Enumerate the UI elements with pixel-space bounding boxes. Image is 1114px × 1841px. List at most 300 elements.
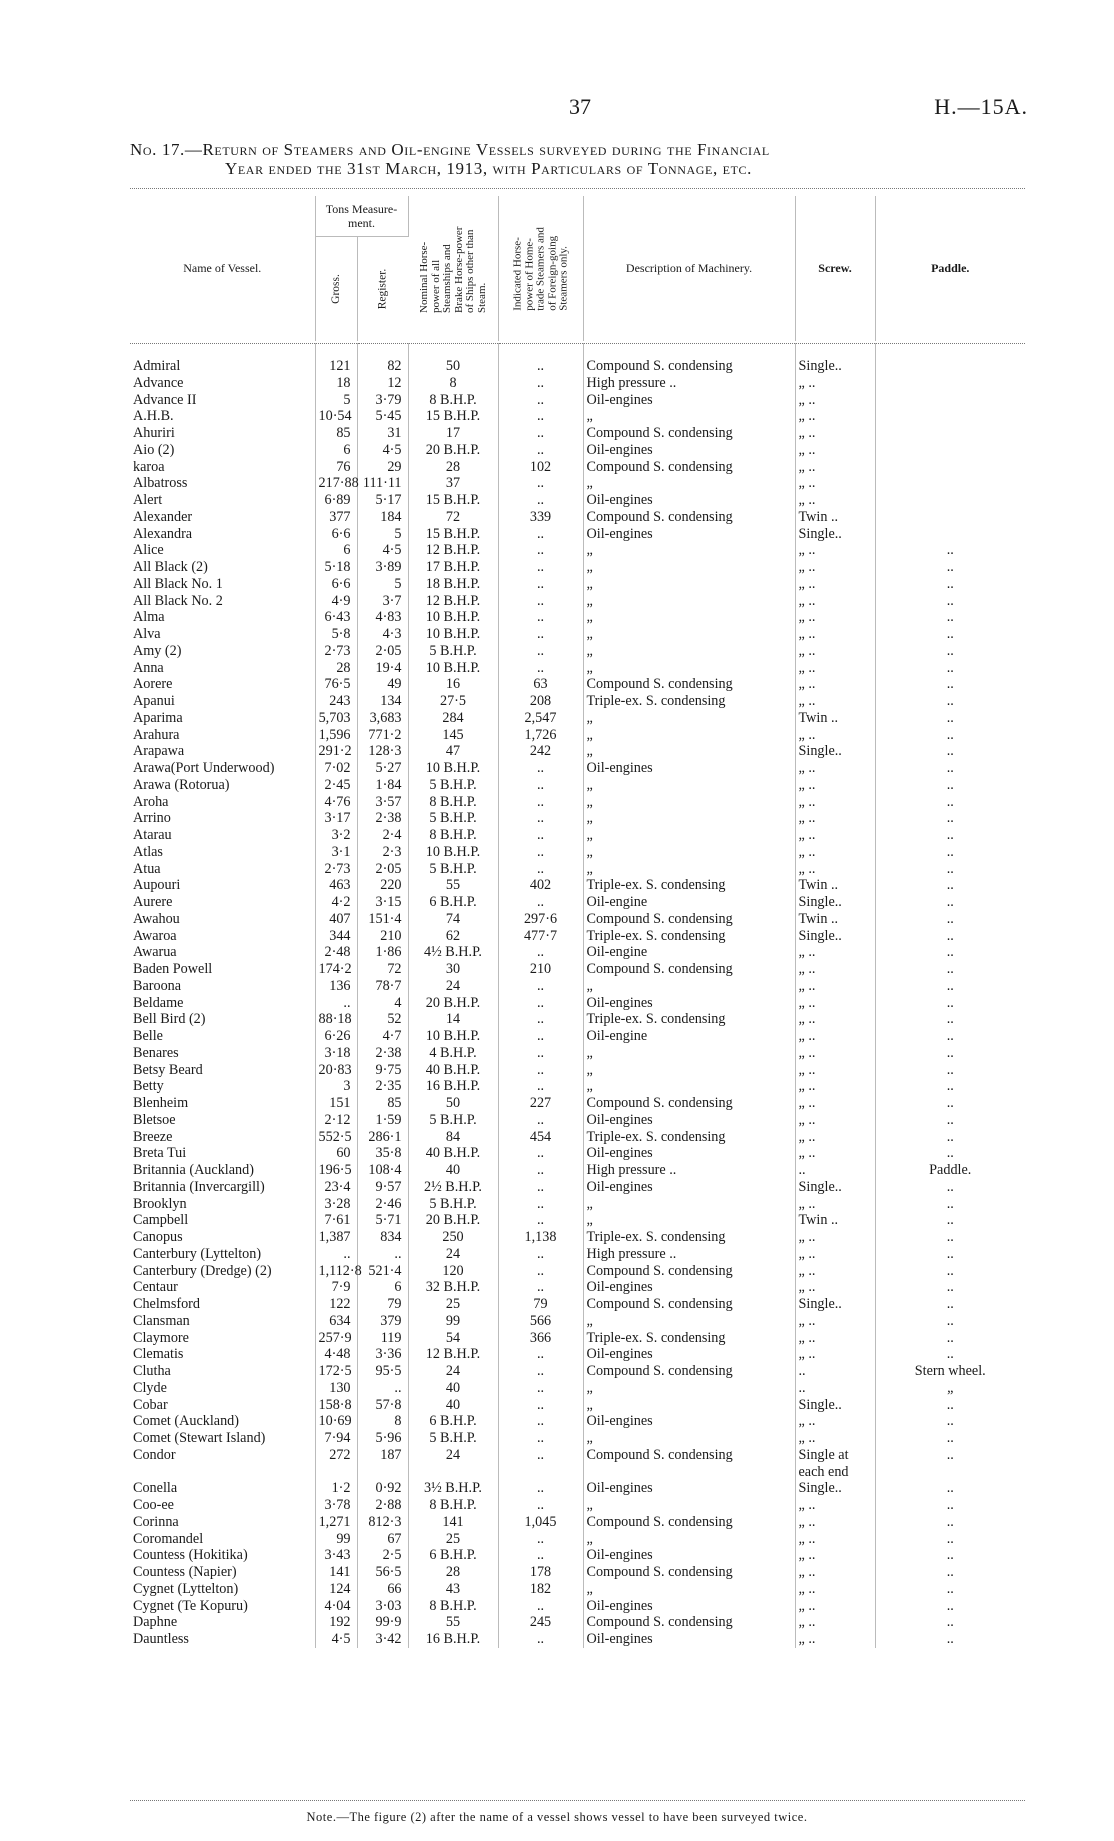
table-row [130, 559, 1025, 576]
nominal-hp: 5 B.H.P. [408, 1112, 498, 1129]
nominal-hp: 2½ B.H.P. [408, 1179, 498, 1196]
nominal-hp: 16 B.H.P. [408, 1078, 498, 1095]
screw: .. [795, 1380, 875, 1397]
paddle: .. [946, 1597, 954, 1614]
indicated-hp: 79 [498, 1296, 583, 1313]
register-tons: 5·71 [357, 1212, 408, 1229]
indicated-hp: .. [498, 995, 583, 1012]
header-paddle: Paddle. [931, 261, 970, 275]
table-row [130, 1296, 1025, 1313]
screw: „ .. [795, 475, 875, 492]
indicated-hp: 454 [498, 1129, 583, 1146]
indicated-hp: 227 [498, 1095, 583, 1112]
register-tons: 66 [357, 1581, 408, 1598]
screw: „ .. [795, 794, 875, 811]
indicated-hp: .. [498, 1028, 583, 1045]
table-row [130, 576, 1025, 593]
indicated-hp: .. [498, 392, 583, 409]
nominal-hp: 5 B.H.P. [408, 861, 498, 878]
register-tons: 9·57 [357, 1179, 408, 1196]
indicated-hp: 297·6 [498, 911, 583, 928]
nominal-hp: 5 B.H.P. [408, 777, 498, 794]
vessels-table [130, 196, 1025, 1648]
nominal-hp: 54 [408, 1330, 498, 1347]
table-row [130, 1129, 1025, 1146]
nominal-hp: 4½ B.H.P. [408, 944, 498, 961]
vessel-name: All Black (2) [130, 559, 315, 576]
machinery: „ [583, 727, 795, 744]
paddle: .. [946, 693, 954, 709]
vessel-name: Baroona [130, 978, 315, 995]
vessel-name: Amy (2) [130, 643, 315, 660]
paddle: .. [946, 810, 954, 827]
machinery: Oil-engines [583, 1598, 795, 1615]
gross-tons: 6·26 [315, 1028, 357, 1045]
paddle: .. [946, 944, 954, 961]
screw: .. [795, 1162, 875, 1179]
table-row [130, 911, 1025, 928]
screw: Twin .. [795, 509, 875, 526]
vessel-name: Chelmsford [130, 1296, 315, 1313]
paddle: .. [946, 1631, 954, 1647]
vessel-name: Alma [130, 609, 315, 626]
paddle: .. [946, 1229, 954, 1245]
header-gross-text: Gross. [330, 274, 342, 304]
gross-tons: 151 [315, 1095, 357, 1112]
table-row [130, 1430, 1025, 1447]
gross-tons: 192 [315, 1614, 357, 1631]
machinery: Compound S. condensing [583, 1614, 795, 1631]
register-tons: 4·7 [357, 1028, 408, 1045]
vessel-name: Cygnet (Te Kopuru) [130, 1598, 315, 1615]
screw: „ .. [795, 1547, 875, 1564]
machinery: „ [583, 542, 795, 559]
screw: „ .. [795, 693, 875, 710]
gross-tons: 257·9 [315, 1330, 357, 1347]
machinery: „ [583, 1062, 795, 1079]
table-row [130, 1045, 1025, 1062]
machinery: „ [583, 1531, 795, 1548]
vessel-name: Alice [130, 542, 315, 559]
table-row [130, 1330, 1025, 1347]
paddle: .. [946, 575, 954, 592]
machinery: Oil-engines [583, 1145, 795, 1162]
register-tons: .. [357, 1246, 408, 1263]
register-tons: 3·57 [357, 794, 408, 811]
paddle: .. [946, 793, 954, 810]
screw: „ .. [795, 1045, 875, 1062]
machinery: High pressure .. [583, 1246, 795, 1263]
gross-tons: 4·5 [315, 1631, 357, 1648]
indicated-hp: 1,138 [498, 1229, 583, 1246]
table-row [130, 1179, 1025, 1196]
gross-tons: 552·5 [315, 1129, 357, 1146]
indicated-hp: 566 [498, 1313, 583, 1330]
screw: „ .. [795, 1011, 875, 1028]
nominal-hp: 20 B.H.P. [408, 995, 498, 1012]
register-tons: 210 [357, 928, 408, 945]
machinery: Oil-engines [583, 1631, 795, 1648]
paddle: .. [946, 1547, 954, 1564]
nominal-hp: 40 B.H.P. [408, 1062, 498, 1079]
table-row [130, 1413, 1025, 1430]
paddle: .. [946, 743, 954, 760]
table-row [130, 777, 1025, 794]
indicated-hp: .. [498, 944, 583, 961]
table-row [130, 1212, 1025, 1229]
paddle: .. [946, 1564, 954, 1580]
nominal-hp: 25 [408, 1296, 498, 1313]
table-row [130, 961, 1025, 978]
screw: „ .. [795, 844, 875, 861]
vessel-name: Breeze [130, 1129, 315, 1146]
vessel-name: Bletsoe [130, 1112, 315, 1129]
nominal-hp: 6 B.H.P. [408, 894, 498, 911]
paddle: .. [946, 1111, 954, 1128]
header-name: Name of Vessel. [130, 196, 315, 341]
nominal-hp: 17 B.H.P. [408, 559, 498, 576]
screw: „ .. [795, 995, 875, 1012]
nominal-hp: 47 [408, 743, 498, 760]
register-tons: 52 [357, 1011, 408, 1028]
table-row [130, 894, 1025, 911]
table-row [130, 1363, 1025, 1380]
header-gross [315, 237, 357, 342]
screw: „ .. [795, 1531, 875, 1548]
table-row [130, 1397, 1025, 1414]
indicated-hp: .. [498, 1598, 583, 1615]
register-tons: 8 [357, 1413, 408, 1430]
paddle: .. [946, 1480, 954, 1497]
register-tons: 31 [357, 425, 408, 442]
nominal-hp: 141 [408, 1514, 498, 1531]
table-row [130, 1229, 1025, 1246]
gross-tons [315, 1464, 357, 1481]
vessel-name: Betty [130, 1078, 315, 1095]
vessel-name: Awaroa [130, 928, 315, 945]
screw: each end [795, 1464, 875, 1481]
nominal-hp: 15 B.H.P. [408, 492, 498, 509]
nominal-hp: 24 [408, 1246, 498, 1263]
paddle: Paddle. [929, 1162, 972, 1178]
vessel-name: Coo-ee [130, 1497, 315, 1514]
indicated-hp: .. [498, 1045, 583, 1062]
vessel-name: Arrino [130, 810, 315, 827]
screw: „ .. [795, 1497, 875, 1514]
register-tons: 12 [357, 375, 408, 392]
paddle: .. [946, 609, 954, 626]
machinery: Oil-engines [583, 1547, 795, 1564]
screw: „ .. [795, 593, 875, 610]
table-row [130, 626, 1025, 643]
nominal-hp: 16 B.H.P. [408, 1631, 498, 1648]
table-row [130, 1598, 1025, 1615]
screw: „ .. [795, 777, 875, 794]
indicated-hp [498, 1464, 583, 1481]
indicated-hp: .. [498, 1246, 583, 1263]
machinery: „ [583, 743, 795, 760]
indicated-hp: 63 [498, 676, 583, 693]
paddle: .. [946, 1614, 954, 1631]
vessel-name: Canopus [130, 1229, 315, 1246]
machinery: „ [583, 1581, 795, 1598]
machinery: Oil-engines [583, 1112, 795, 1129]
machinery: Compound S. condensing [583, 344, 795, 375]
nominal-hp: 8 B.H.P. [408, 1497, 498, 1514]
indicated-hp: .. [498, 1430, 583, 1447]
gross-tons: 88·18 [315, 1011, 357, 1028]
gross-tons: 6 [315, 442, 357, 459]
indicated-hp: 477·7 [498, 928, 583, 945]
screw: Twin .. [795, 877, 875, 894]
table-title [130, 140, 1030, 178]
nominal-hp: 120 [408, 1263, 498, 1280]
register-tons: 119 [357, 1330, 408, 1347]
paddle: .. [946, 642, 954, 659]
table-row [130, 844, 1025, 861]
table-row [130, 442, 1025, 459]
machinery: Triple-ex. S. condensing [583, 928, 795, 945]
paddle: .. [946, 1312, 954, 1329]
gross-tons: 3·17 [315, 810, 357, 827]
gross-tons: 5,703 [315, 710, 357, 727]
vessel-name: Brooklyn [130, 1196, 315, 1213]
register-tons: 108·4 [357, 1162, 408, 1179]
gross-tons: 5 [315, 392, 357, 409]
gross-tons: 6·6 [315, 576, 357, 593]
vessel-name: Condor [130, 1447, 315, 1464]
register-tons: 2·4 [357, 827, 408, 844]
vessel-name: Apanui [130, 693, 315, 710]
top-rule [130, 188, 1025, 189]
vessel-name: Awahou [130, 911, 315, 928]
screw: „ .. [795, 1246, 875, 1263]
gross-tons: 2·12 [315, 1112, 357, 1129]
nominal-hp: 99 [408, 1313, 498, 1330]
table-row [130, 1464, 1025, 1481]
gross-tons: 6 [315, 542, 357, 559]
screw: Single.. [795, 928, 875, 945]
indicated-hp: .. [498, 1631, 583, 1648]
nominal-hp: 10 B.H.P. [408, 660, 498, 677]
register-tons: 3·36 [357, 1346, 408, 1363]
table-body [130, 344, 1025, 1648]
screw: Twin .. [795, 710, 875, 727]
gross-tons: 3·43 [315, 1547, 357, 1564]
table-row [130, 526, 1025, 543]
paddle: .. [946, 1279, 954, 1296]
vessel-name: Aorere [130, 676, 315, 693]
table-row [130, 1631, 1025, 1648]
register-tons: 3·79 [357, 392, 408, 409]
register-tons: 3·7 [357, 593, 408, 610]
nominal-hp: 40 [408, 1380, 498, 1397]
gross-tons: 4·04 [315, 1598, 357, 1615]
nominal-hp: 12 B.H.P. [408, 593, 498, 610]
register-tons: 78·7 [357, 978, 408, 995]
nominal-hp: 24 [408, 1447, 498, 1464]
machinery: Oil-engines [583, 492, 795, 509]
gross-tons: 124 [315, 1581, 357, 1598]
nominal-hp: 8 [408, 375, 498, 392]
machinery: Compound S. condensing [583, 459, 795, 476]
machinery: Compound S. condensing [583, 676, 795, 693]
gross-tons: 4·76 [315, 794, 357, 811]
gross-tons: 122 [315, 1296, 357, 1313]
screw: „ .. [795, 1631, 875, 1648]
register-tons: 57·8 [357, 1397, 408, 1414]
screw: „ .. [795, 626, 875, 643]
gross-tons: 1,112·8 [315, 1263, 357, 1280]
gross-tons: 377 [315, 509, 357, 526]
register-tons: 4·83 [357, 609, 408, 626]
paddle: .. [946, 910, 954, 927]
table-row [130, 660, 1025, 677]
table-row [130, 1263, 1025, 1280]
vessel-name: Alexander [130, 509, 315, 526]
indicated-hp: .. [498, 492, 583, 509]
nominal-hp: 12 B.H.P. [408, 542, 498, 559]
header-indicated [498, 196, 583, 341]
vessel-name: Canterbury (Lyttelton) [130, 1246, 315, 1263]
paddle: .. [946, 1530, 954, 1547]
screw: „ .. [795, 576, 875, 593]
screw: Twin .. [795, 1212, 875, 1229]
register-tons: 834 [357, 1229, 408, 1246]
screw: „ .. [795, 1129, 875, 1146]
gross-tons: 6·89 [315, 492, 357, 509]
machinery: Compound S. condensing [583, 1263, 795, 1280]
paddle: .. [946, 1329, 954, 1346]
gross-tons: 121 [315, 344, 357, 375]
screw: „ .. [795, 1614, 875, 1631]
paddle [875, 392, 1025, 409]
machinery: Compound S. condensing [583, 1296, 795, 1313]
screw: „ .. [795, 492, 875, 509]
register-tons: 521·4 [357, 1263, 408, 1280]
indicated-hp: .. [498, 760, 583, 777]
screw: „ .. [795, 861, 875, 878]
indicated-hp: .. [498, 542, 583, 559]
machinery: Triple-ex. S. condensing [583, 1129, 795, 1146]
vessel-name: Blenheim [130, 1095, 315, 1112]
nominal-hp: 84 [408, 1129, 498, 1146]
nominal-hp: 30 [408, 961, 498, 978]
machinery: „ [583, 408, 795, 425]
indicated-hp: 1,726 [498, 727, 583, 744]
screw: „ .. [795, 1279, 875, 1296]
vessel-name: Clematis [130, 1346, 315, 1363]
indicated-hp: .. [498, 1162, 583, 1179]
gross-tons: 141 [315, 1564, 357, 1581]
screw: „ .. [795, 375, 875, 392]
machinery: „ [583, 1078, 795, 1095]
register-tons: 2·38 [357, 810, 408, 827]
gross-tons: 7·9 [315, 1279, 357, 1296]
indicated-hp: .. [498, 576, 583, 593]
paddle [875, 526, 1025, 543]
nominal-hp: 50 [408, 1095, 498, 1112]
paddle [875, 475, 1025, 492]
paddle [875, 375, 1025, 392]
machinery: Compound S. condensing [583, 425, 795, 442]
header-register [357, 237, 408, 342]
machinery: Compound S. condensing [583, 1447, 795, 1464]
gross-tons: 2·73 [315, 861, 357, 878]
table-row [130, 944, 1025, 961]
screw: „ .. [795, 961, 875, 978]
vessel-name: Clutha [130, 1363, 315, 1380]
indicated-hp: .. [498, 1179, 583, 1196]
vessel-name: All Black No. 1 [130, 576, 315, 593]
register-tons: 5·45 [357, 408, 408, 425]
machinery: „ [583, 475, 795, 492]
vessel-name: Benares [130, 1045, 315, 1062]
vessel-name: Cobar [130, 1397, 315, 1414]
gross-tons: 23·4 [315, 1179, 357, 1196]
nominal-hp: 20 B.H.P. [408, 1212, 498, 1229]
gross-tons: 217·88 [315, 475, 357, 492]
indicated-hp: .. [498, 1145, 583, 1162]
screw: „ .. [795, 609, 875, 626]
vessel-name: Comet (Stewart Island) [130, 1430, 315, 1447]
vessel-name: Centaur [130, 1279, 315, 1296]
gross-tons: 158·8 [315, 1397, 357, 1414]
nominal-hp: 10 B.H.P. [408, 626, 498, 643]
nominal-hp: 37 [408, 475, 498, 492]
paddle: .. [946, 542, 954, 559]
register-tons: 812·3 [357, 1514, 408, 1531]
indicated-hp: .. [498, 1547, 583, 1564]
indicated-hp: .. [498, 1413, 583, 1430]
indicated-hp: 1,045 [498, 1514, 583, 1531]
gross-tons: 5·8 [315, 626, 357, 643]
vessel-name: Countess (Hokitika) [130, 1547, 315, 1564]
gross-tons: 10·69 [315, 1413, 357, 1430]
table-row [130, 1497, 1025, 1514]
nominal-hp: 74 [408, 911, 498, 928]
table-row [130, 459, 1025, 476]
indicated-hp: .. [498, 1263, 583, 1280]
register-tons: 67 [357, 1531, 408, 1548]
indicated-hp: .. [498, 777, 583, 794]
register-tons: 2·05 [357, 643, 408, 660]
register-tons: 72 [357, 961, 408, 978]
table-row [130, 609, 1025, 626]
nominal-hp: 24 [408, 978, 498, 995]
indicated-hp: 242 [498, 743, 583, 760]
machinery: Oil-engines [583, 392, 795, 409]
screw: Single.. [795, 344, 875, 375]
gross-tons: 7·02 [315, 760, 357, 777]
nominal-hp: 28 [408, 1564, 498, 1581]
indicated-hp: 2,547 [498, 710, 583, 727]
machinery: Compound S. condensing [583, 1514, 795, 1531]
table-row [130, 1581, 1025, 1598]
gross-tons: 10·54 [315, 408, 357, 425]
screw: „ .. [795, 442, 875, 459]
gross-tons: 4·48 [315, 1346, 357, 1363]
gross-tons: 272 [315, 1447, 357, 1464]
paddle: .. [946, 1497, 954, 1513]
vessel-name: Cygnet (Lyttelton) [130, 1581, 315, 1598]
table-row [130, 1078, 1025, 1095]
vessel-name: A.H.B. [130, 408, 315, 425]
screw: „ .. [795, 392, 875, 409]
machinery: Oil-engines [583, 1346, 795, 1363]
machinery: „ [583, 1397, 795, 1414]
gross-tons: 172·5 [315, 1363, 357, 1380]
